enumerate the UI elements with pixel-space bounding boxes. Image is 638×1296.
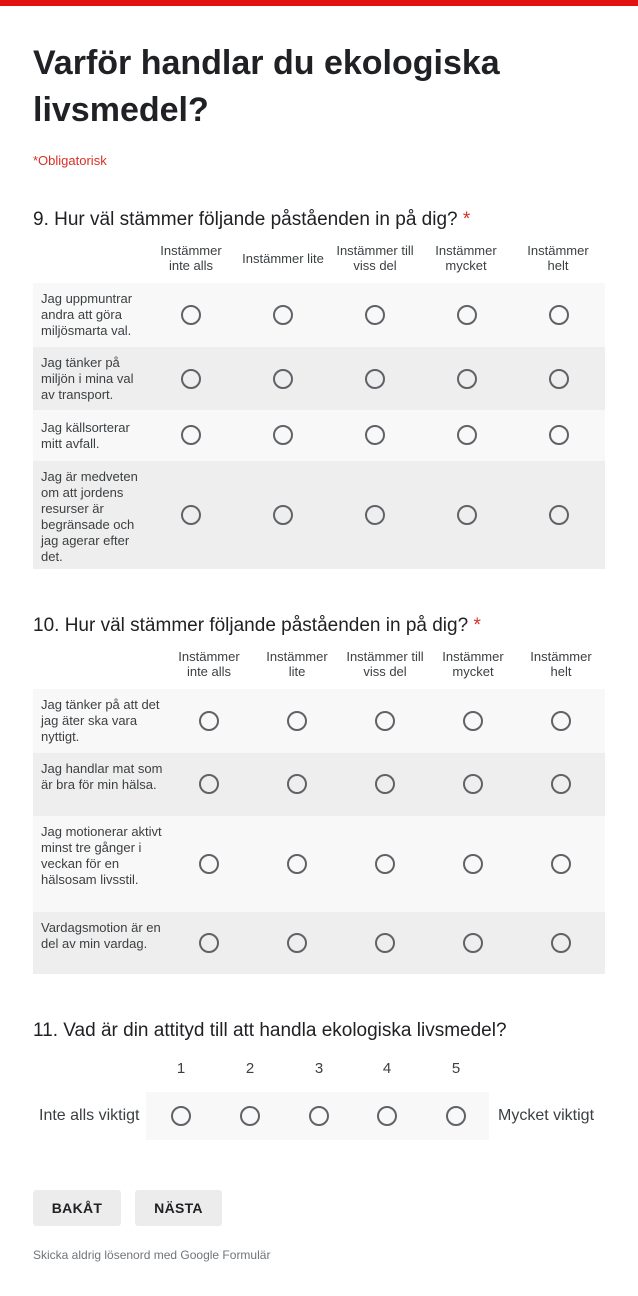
q9-row [33, 283, 605, 347]
scale-radio-option[interactable] [309, 1106, 329, 1126]
required-star: * [473, 615, 481, 636]
q10-radio-option[interactable] [375, 711, 395, 731]
question-10-title [33, 615, 481, 637]
q10-radio-option[interactable] [199, 933, 219, 953]
q9-row [33, 347, 605, 410]
q10-radio-option[interactable] [551, 774, 571, 794]
q9-column-header: Instämmer mycket [435, 243, 497, 273]
q10-radio-option[interactable] [551, 854, 571, 874]
back-button[interactable]: BAKÅT [33, 1190, 121, 1226]
q9-radio-option[interactable] [365, 369, 385, 389]
q10-radio-option[interactable] [463, 774, 483, 794]
q10-row [33, 816, 605, 912]
q9-radio-option[interactable] [549, 425, 569, 445]
q10-row [33, 753, 605, 816]
q9-radio-option[interactable] [273, 305, 293, 325]
q9-row-label: Jag tänker på miljön i mina val av transport. [41, 355, 134, 402]
q10-column-header: Instämmer lite [266, 649, 328, 679]
q10-radio-option[interactable] [463, 854, 483, 874]
q10-radio-option[interactable] [287, 854, 307, 874]
scale-number: 5 [451, 1060, 461, 1077]
q10-radio-option[interactable] [199, 711, 219, 731]
next-button[interactable]: NÄSTA [135, 1190, 222, 1226]
q10-radio-option[interactable] [551, 711, 571, 731]
q9-column-header: Instämmer helt [527, 243, 589, 273]
q10-column-header: Instämmer inte alls [178, 649, 240, 679]
q9-row-label: Jag källsorterar mitt avfall. [41, 420, 130, 451]
q9-radio-option[interactable] [365, 505, 385, 525]
q9-radio-option[interactable] [457, 505, 477, 525]
q10-row [33, 912, 605, 974]
q10-row-label: Jag motionerar aktivt minst tre gånger i veckan för en hälsosam livsstil. [41, 824, 162, 887]
q9-row-label: Jag är medveten om att jordens resurser är begränsade och jag agerar efter det. [41, 469, 138, 564]
q10-column-header: Instämmer till viss del [346, 649, 424, 679]
question-11-title: 11. Vad är din attityd till att handla ekologiska livsmedel? [33, 1020, 507, 1041]
q10-radio-option[interactable] [375, 774, 395, 794]
question-10-text: 10. Hur väl stämmer följande påståenden in på dig? [33, 615, 469, 636]
q9-radio-option[interactable] [457, 305, 477, 325]
q10-radio-option[interactable] [287, 774, 307, 794]
q9-row [33, 410, 605, 461]
q9-radio-option[interactable] [365, 305, 385, 325]
q9-column-header: Instämmer lite [242, 251, 324, 266]
q9-radio-option[interactable] [365, 425, 385, 445]
q9-radio-option[interactable] [549, 369, 569, 389]
required-note: *Obligatorisk [33, 153, 107, 168]
q9-column-header: Instämmer inte alls [160, 243, 222, 273]
q10-radio-option[interactable] [199, 854, 219, 874]
q9-radio-option[interactable] [273, 505, 293, 525]
question-9-title [33, 209, 470, 231]
q9-radio-option[interactable] [549, 305, 569, 325]
scale-radio-option[interactable] [446, 1106, 466, 1126]
q9-radio-option[interactable] [181, 425, 201, 445]
q10-row-label: Vardagsmotion är en del av min vardag. [41, 920, 161, 951]
q10-radio-option[interactable] [287, 933, 307, 953]
scale-radio-option[interactable] [377, 1106, 397, 1126]
q9-radio-option[interactable] [181, 505, 201, 525]
q9-row-label: Jag uppmuntrar andra att göra miljösmarta val. [41, 291, 133, 338]
q9-radio-option[interactable] [457, 369, 477, 389]
q9-radio-option[interactable] [549, 505, 569, 525]
footer-disclaimer: Skicka aldrig lösenord med Google Formulär [33, 1248, 271, 1262]
q9-radio-option[interactable] [181, 305, 201, 325]
q9-radio-option[interactable] [273, 425, 293, 445]
scale-number: 2 [245, 1060, 255, 1077]
form-accent-bar [0, 0, 638, 6]
q10-row-label: Jag tänker på att det jag äter ska vara nyttigt. [41, 697, 160, 744]
q10-radio-option[interactable] [375, 854, 395, 874]
q10-radio-option[interactable] [287, 711, 307, 731]
q10-column-header: Instämmer mycket [442, 649, 504, 679]
q10-radio-option[interactable] [199, 774, 219, 794]
q9-row [33, 461, 605, 569]
required-star: * [462, 209, 471, 230]
q10-radio-option[interactable] [463, 711, 483, 731]
q10-row [33, 689, 605, 753]
scale-radio-option[interactable] [171, 1106, 191, 1126]
scale-number: 1 [176, 1060, 186, 1077]
q9-radio-option[interactable] [181, 369, 201, 389]
q10-radio-option[interactable] [551, 933, 571, 953]
scale-number: 4 [382, 1060, 392, 1077]
q9-radio-option[interactable] [273, 369, 293, 389]
form-title: Varför handlar du ekologiska livsmedel? [33, 44, 500, 129]
q9-radio-option[interactable] [457, 425, 477, 445]
scale-number: 3 [314, 1060, 324, 1077]
q9-column-header: Instämmer till viss del [336, 243, 414, 273]
scale-radio-option[interactable] [240, 1106, 260, 1126]
q10-radio-option[interactable] [375, 933, 395, 953]
scale-low-label: Inte alls viktigt [39, 1107, 140, 1124]
q10-row-label: Jag handlar mat som är bra för min hälsa. [41, 761, 163, 792]
scale-high-label: Mycket viktigt [498, 1107, 595, 1124]
question-9-text: 9. Hur väl stämmer följande påståenden in på dig? [33, 209, 458, 230]
q10-radio-option[interactable] [463, 933, 483, 953]
q10-column-header: Instämmer helt [530, 649, 592, 679]
